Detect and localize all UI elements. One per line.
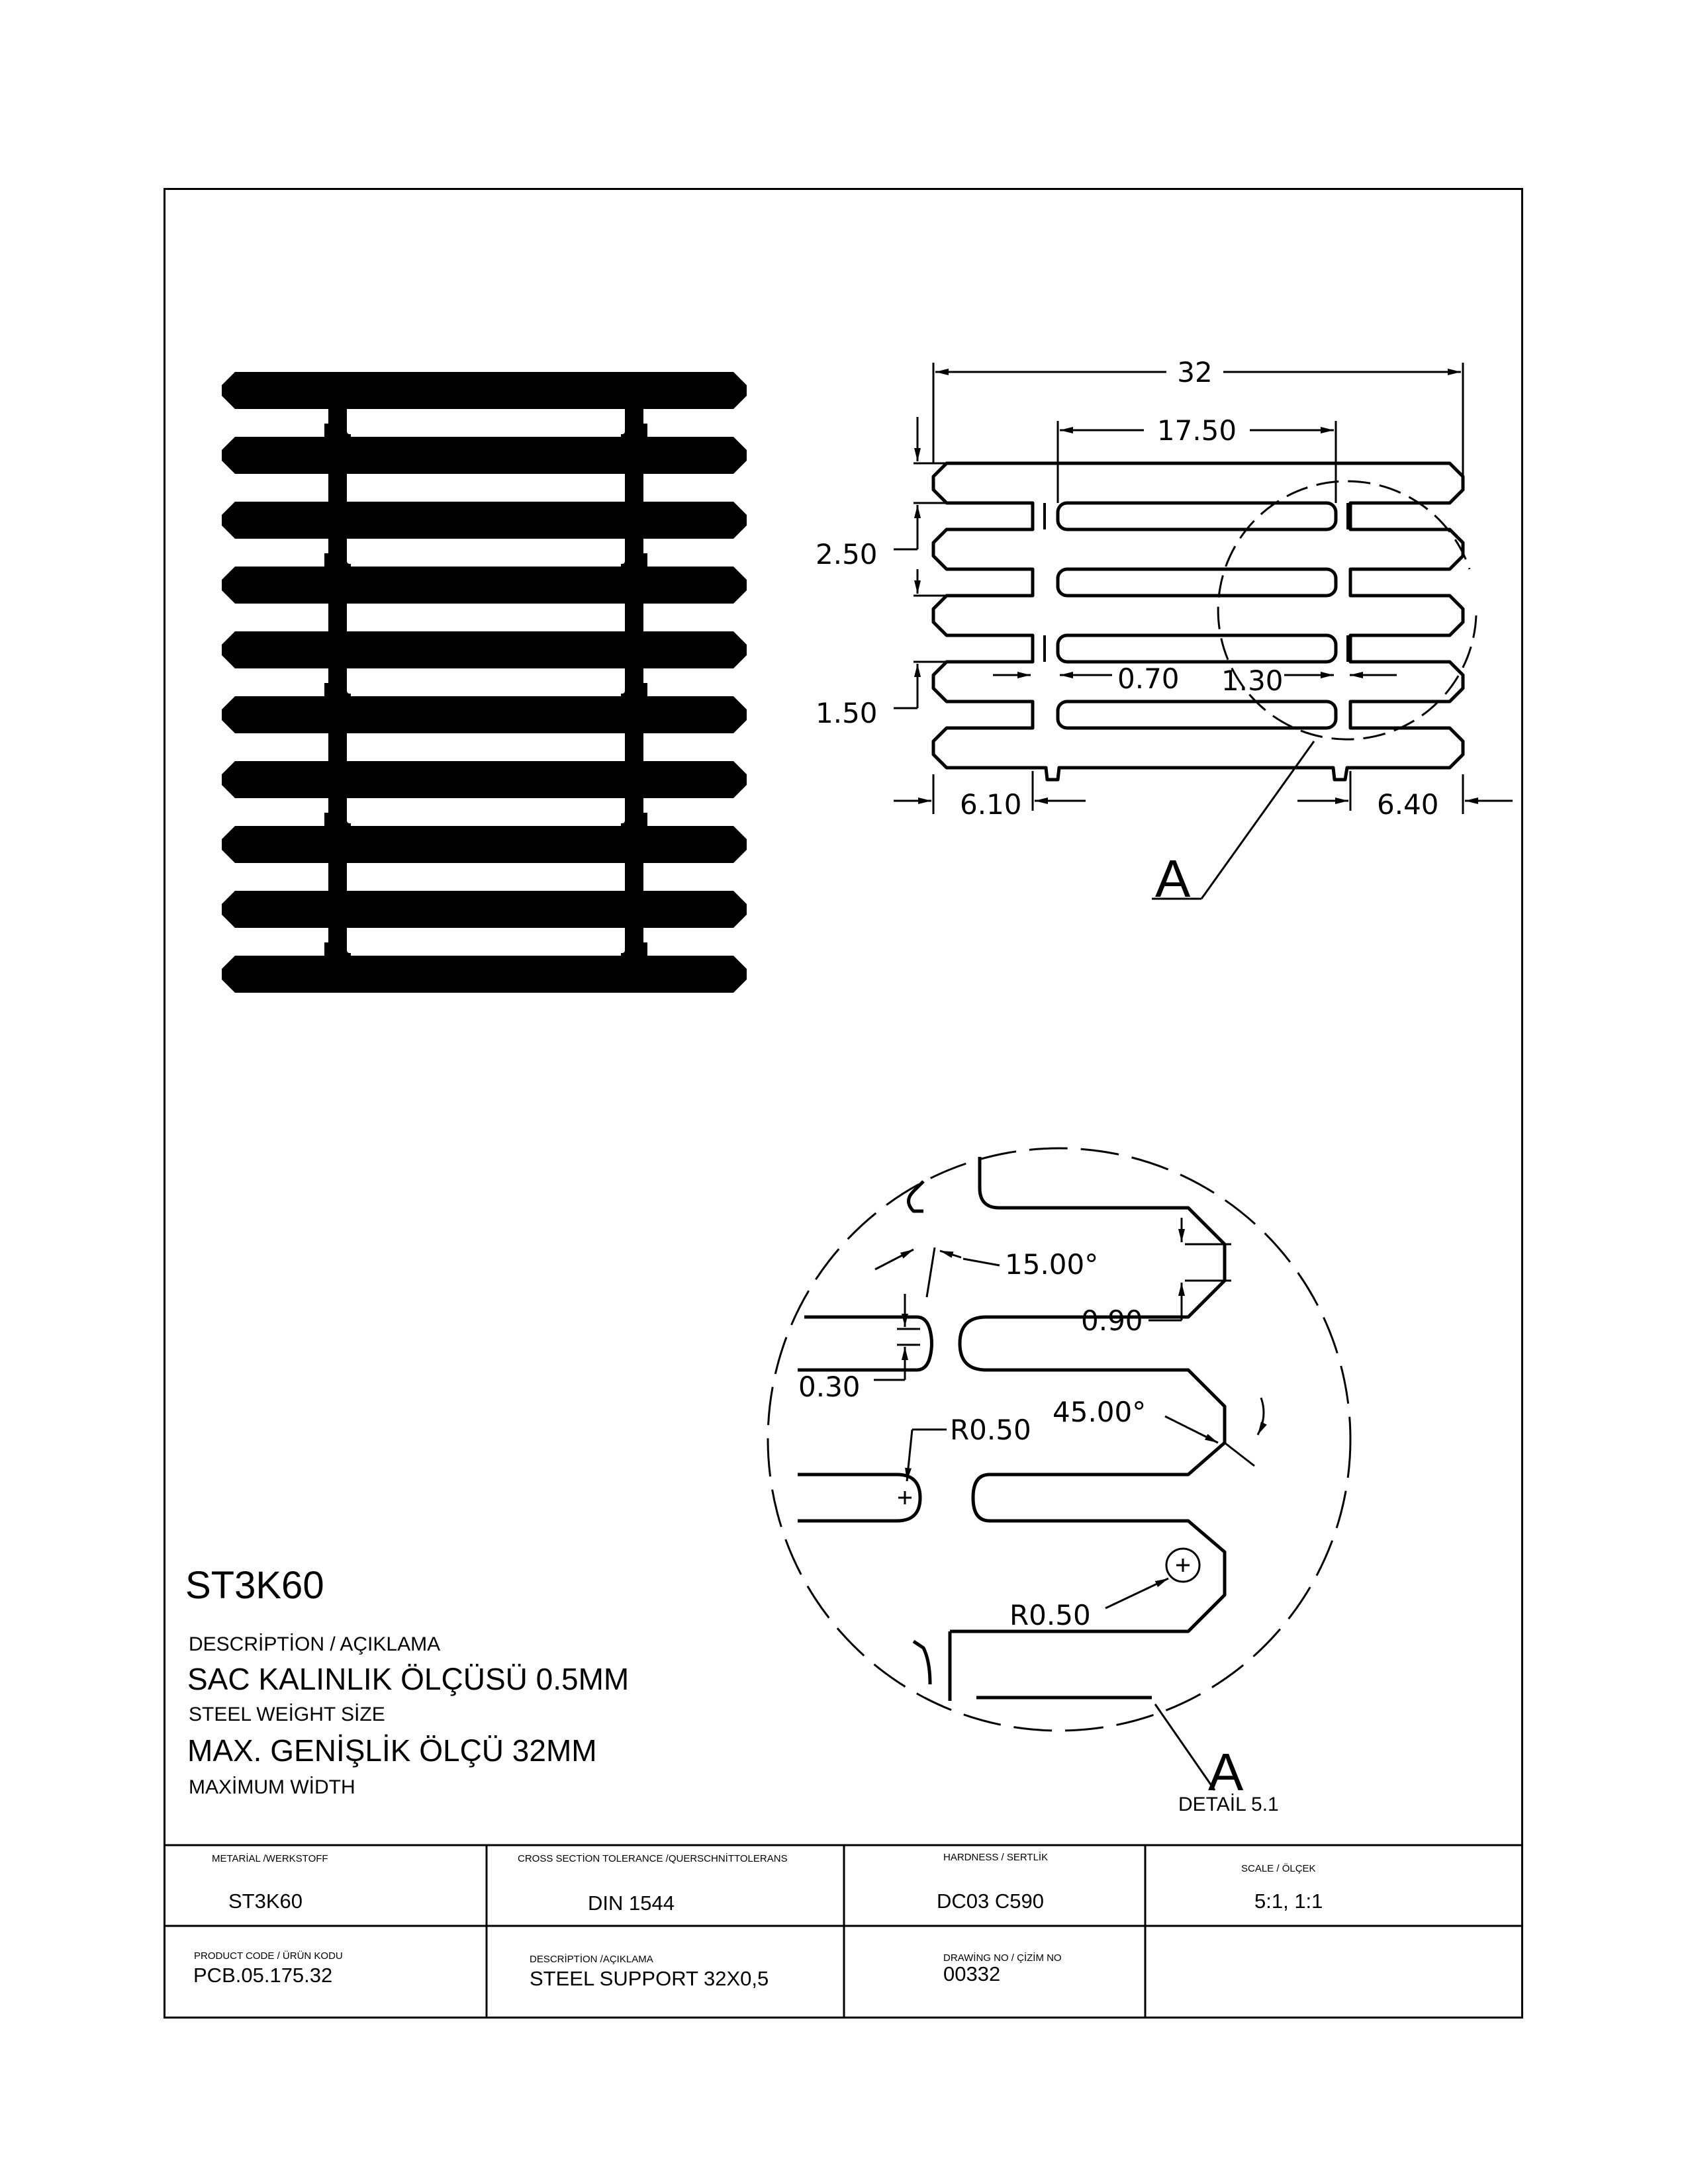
detail-dimension-texts <box>798 1248 1146 1631</box>
outline-bridge-lines <box>1045 503 1348 662</box>
description-label: DESCRİPTİON / AÇIKLAMA <box>189 1633 441 1655</box>
steel-weight-label: STEEL WEİGHT SİZE <box>189 1704 385 1725</box>
dim-bar-height: 1.50 <box>816 697 878 729</box>
solid-part-view <box>222 372 747 993</box>
detail-view-boundary <box>768 1148 1350 1731</box>
width-text: MAX. GENİŞLİK ÖLÇÜ 32MM <box>187 1733 597 1768</box>
drawing-no-value: 00332 <box>943 1962 1001 1985</box>
part-name-title: ST3K60 <box>185 1564 324 1607</box>
tolerance-value: DIN 1544 <box>588 1891 675 1915</box>
description-cell-label: DESCRİPTİON /AÇIKLAMA <box>530 1954 653 1965</box>
section-label-a: A <box>1155 849 1191 908</box>
outline-part-view <box>933 463 1463 780</box>
max-width-label: MAXİMUM WİDTH <box>189 1776 355 1798</box>
dim-left-margin: 6.10 <box>960 788 1022 821</box>
description-cell-value: STEEL SUPPORT 32X0,5 <box>530 1967 769 1990</box>
product-code-label: PRODUCT CODE / ÜRÜN KODU <box>194 1950 343 1962</box>
material-label: METARİAL /WERKSTOFF <box>212 1853 328 1864</box>
hardness-value: DC03 C590 <box>937 1889 1044 1913</box>
dim-angle-15: 15.00° <box>1005 1248 1099 1281</box>
tolerance-label: CROSS SECTİON TOLERANCE /QUERSCHNİTTOLERANS <box>518 1853 788 1864</box>
detail-label-a: A <box>1208 1743 1244 1801</box>
dim-chamfer: 0.90 <box>1081 1304 1143 1337</box>
product-code-value: PCB.05.175.32 <box>193 1964 333 1987</box>
drawing-no-label: DRAWİNG NO / ÇİZİM NO <box>943 1952 1062 1964</box>
scale-label: SCALE / ÖLÇEK <box>1241 1863 1316 1874</box>
dim-overall-width: 32 <box>1177 356 1213 388</box>
material-value: ST3K60 <box>228 1889 303 1913</box>
solid-slots <box>347 413 625 953</box>
thickness-text: SAC KALINLIK ÖLÇÜSÜ 0.5MM <box>187 1662 630 1696</box>
title-block-grid <box>164 1845 1523 2019</box>
detail-caption: DETAİL 5.1 <box>1178 1794 1279 1815</box>
dim-right-margin: 6.40 <box>1377 788 1439 821</box>
dim-slot-length: 17.50 <box>1156 414 1237 447</box>
dim-bridge-width: 0.70 <box>1117 662 1180 695</box>
dim-angle-45: 45.00° <box>1053 1396 1147 1428</box>
dim-radius-2: R0.50 <box>1009 1599 1091 1631</box>
dim-radius-1: R0.50 <box>950 1414 1031 1446</box>
dim-side-bridge: 1.30 <box>1221 664 1284 697</box>
dim-neck: 0.30 <box>798 1371 861 1403</box>
dim-pitch: 2.50 <box>816 538 878 570</box>
detail-center-marks <box>898 1491 1199 1582</box>
main-dimension-texts <box>816 356 1439 821</box>
detail-leader <box>1201 741 1314 899</box>
scale-value: 5:1, 1:1 <box>1254 1889 1323 1913</box>
detail-label-leader <box>1155 1704 1215 1790</box>
hardness-label: HARDNESS / SERTLİK <box>943 1852 1049 1863</box>
